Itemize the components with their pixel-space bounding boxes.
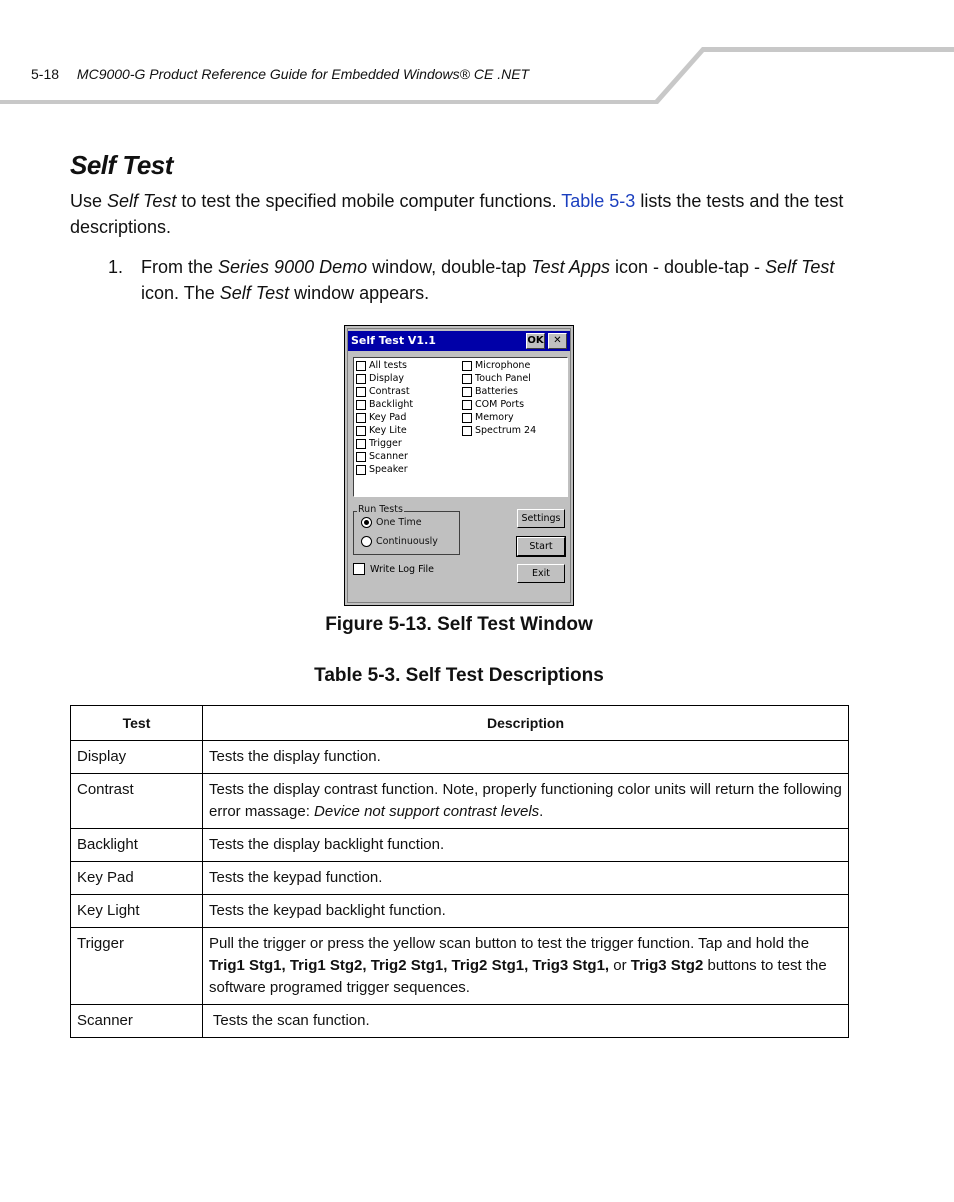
test-description: Tests the display backlight function. xyxy=(203,829,849,862)
run-tests-label: Run Tests xyxy=(358,504,403,515)
test-name: Key Pad xyxy=(71,862,203,895)
table-row xyxy=(71,928,849,1005)
checkbox-trigger[interactable]: Trigger xyxy=(356,438,402,449)
test-description: Pull the trigger or press the yellow scan button to test the trigger function. Tap and hold the Trig1 Stg1, Trig1 Stg2, Trig2 Stg1, Trig2 Stg1, Trig3 Stg1, or Trig3 Stg2 buttons to test the software programed trigger sequences. xyxy=(203,928,849,1005)
checkbox-microphone[interactable]: Microphone xyxy=(462,360,530,371)
checkbox-batteries[interactable]: Batteries xyxy=(462,386,518,397)
checkbox-write-log-file[interactable]: Write Log File xyxy=(353,563,434,575)
table-row xyxy=(71,862,849,895)
checkbox-speaker[interactable]: Speaker xyxy=(356,464,408,475)
checkbox-scanner[interactable]: Scanner xyxy=(356,451,408,462)
table-header-row xyxy=(71,706,849,741)
test-name: Trigger xyxy=(71,928,203,1005)
table-row xyxy=(71,741,849,774)
checkbox-display[interactable]: Display xyxy=(356,373,404,384)
step-number: 1. xyxy=(108,257,124,277)
window-titlebar xyxy=(348,331,570,351)
test-description: Tests the keypad backlight function. xyxy=(203,895,849,928)
checkbox-key-lite[interactable]: Key Lite xyxy=(356,425,407,436)
test-name: Backlight xyxy=(71,829,203,862)
checkbox-backlight[interactable]: Backlight xyxy=(356,399,413,410)
doc-title: MC9000-G Product Reference Guide for Embedded Windows® CE .NET xyxy=(76,66,530,82)
ok-button[interactable]: OK xyxy=(526,333,545,349)
page-number: 5-18 xyxy=(31,66,60,82)
table-row xyxy=(71,1005,849,1038)
radio-continuously[interactable]: Continuously xyxy=(361,536,438,547)
checkbox-all-tests[interactable]: All tests xyxy=(356,360,407,371)
exit-button[interactable]: Exit xyxy=(517,564,565,583)
running-header xyxy=(31,66,529,82)
checkbox-key-pad[interactable]: Key Pad xyxy=(356,412,406,423)
test-description: Tests the display function. xyxy=(203,741,849,774)
test-list xyxy=(353,357,568,497)
self-test-window xyxy=(344,325,574,606)
section-title: Self Test xyxy=(70,150,173,180)
test-description: Tests the keypad function. xyxy=(203,862,849,895)
table-row xyxy=(71,895,849,928)
radio-one-time[interactable]: One Time xyxy=(361,517,422,528)
figure-caption: Figure 5-13. Self Test Window xyxy=(325,614,593,635)
checkbox-contrast[interactable]: Contrast xyxy=(356,386,410,397)
intro-paragraph: Use Self Test to test the specified mobile computer functions. Table 5-3 lists the tests and the test descriptions. xyxy=(70,191,844,237)
checkbox-memory[interactable]: Memory xyxy=(462,412,514,423)
test-name: Display xyxy=(71,741,203,774)
test-description: Tests the display contrast function. Note, properly functioning color units will return the following error massage: Device not support contrast levels. xyxy=(203,774,849,829)
table-row xyxy=(71,829,849,862)
test-name: Scanner xyxy=(71,1005,203,1038)
test-name: Key Light xyxy=(71,895,203,928)
window-title: Self Test V1.1 xyxy=(351,334,436,347)
header-description: Description xyxy=(203,706,849,741)
self-test-descriptions-table xyxy=(70,705,849,1038)
close-icon[interactable]: ✕ xyxy=(548,333,567,349)
start-button[interactable]: Start xyxy=(517,537,565,556)
run-tests-group xyxy=(353,504,460,555)
table-row xyxy=(71,774,849,829)
checkbox-spectrum-24[interactable]: Spectrum 24 xyxy=(462,425,536,436)
table-link[interactable]: Table 5-3 xyxy=(561,191,636,211)
test-name: Contrast xyxy=(71,774,203,829)
header-test: Test xyxy=(71,706,203,741)
header-rule xyxy=(0,0,954,110)
checkbox-touch-panel[interactable]: Touch Panel xyxy=(462,373,531,384)
table-caption: Table 5-3. Self Test Descriptions xyxy=(314,665,604,686)
settings-button[interactable]: Settings xyxy=(517,509,565,528)
checkbox-com-ports[interactable]: COM Ports xyxy=(462,399,524,410)
step-1: 1. From the Series 9000 Demo window, double-tap Test Apps icon - double-tap - Self Test icon. The Self Test window appears. xyxy=(108,254,868,306)
test-description: Tests the scan function. xyxy=(203,1005,849,1038)
